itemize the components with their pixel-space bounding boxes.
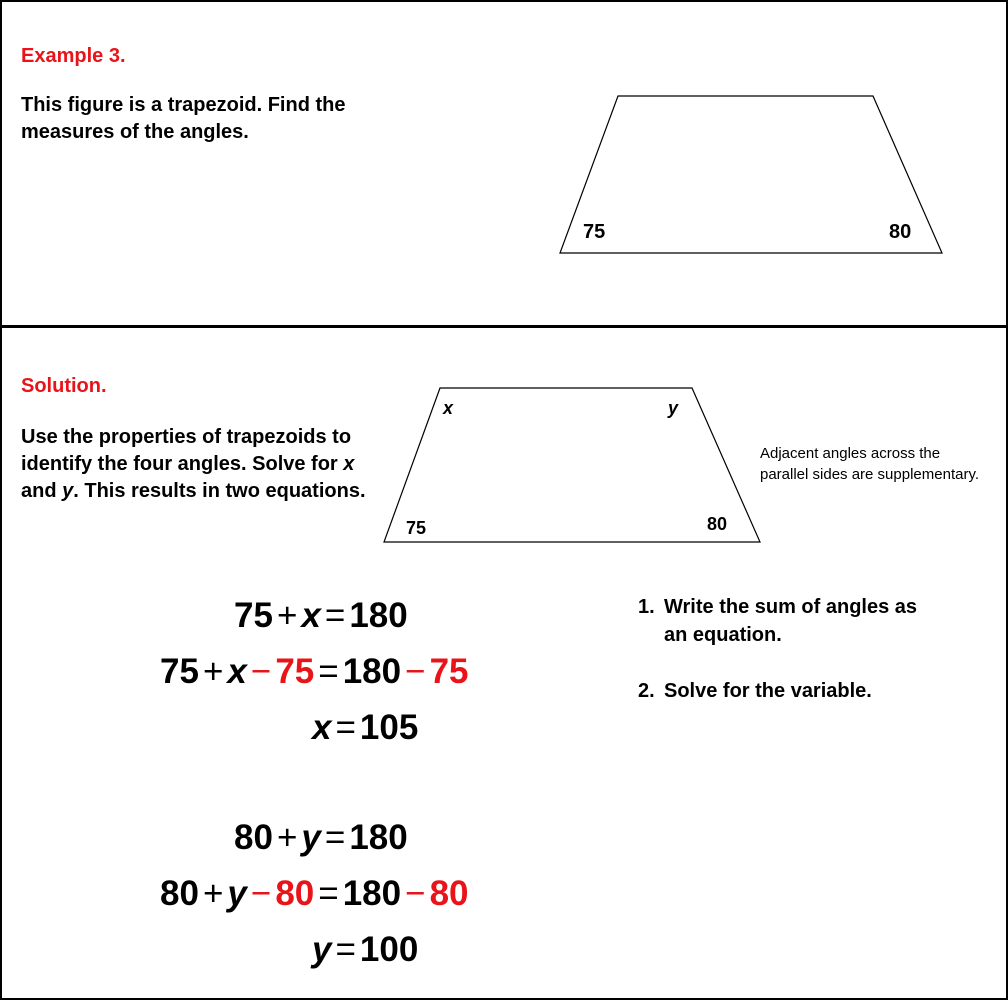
equation-y-1: 80 + y = 180 [234, 818, 408, 857]
solution-prompt: Use the properties of trapezoids to identify the four angles. Solve for x and y. This results in two equations. [21, 426, 366, 502]
equation-x-2: 75 + x − 75 = 180 − 75 [160, 652, 469, 691]
solution-angle-bottom-left: 75 [406, 518, 427, 538]
example-prompt: This figure is a trapezoid. Find the measures of the angles. [21, 94, 346, 143]
step-number: 2. [638, 680, 655, 702]
solution-angle-bottom-right: 80 [707, 514, 728, 534]
equation-x-1: 75 + x = 180 [234, 596, 408, 635]
step-text: Solve for the variable. [664, 680, 872, 702]
example-angle-bottom-left: 75 [583, 221, 606, 243]
example-angle-bottom-right: 80 [889, 221, 912, 243]
equation-x-3: x = 105 [312, 708, 419, 747]
supplementary-note: Adjacent angles across the parallel sides are supplementary. [760, 445, 980, 483]
step-text: Write the sum of angles as an equation. [664, 596, 918, 646]
solution-angle-top-right: y [668, 398, 679, 418]
solution-heading: Solution. [21, 375, 107, 397]
solution-trapezoid [384, 388, 760, 542]
solution-angle-top-left: x [443, 398, 454, 418]
example-heading: Example 3. [21, 45, 126, 67]
step-item [638, 593, 938, 649]
equation-y-2: 80 + y − 80 = 180 − 80 [160, 874, 469, 913]
example-trapezoid [560, 96, 942, 253]
solution-steps [638, 593, 938, 733]
equation-y-3: y = 100 [312, 930, 419, 969]
step-number: 1. [638, 596, 655, 618]
step-item [638, 677, 938, 705]
